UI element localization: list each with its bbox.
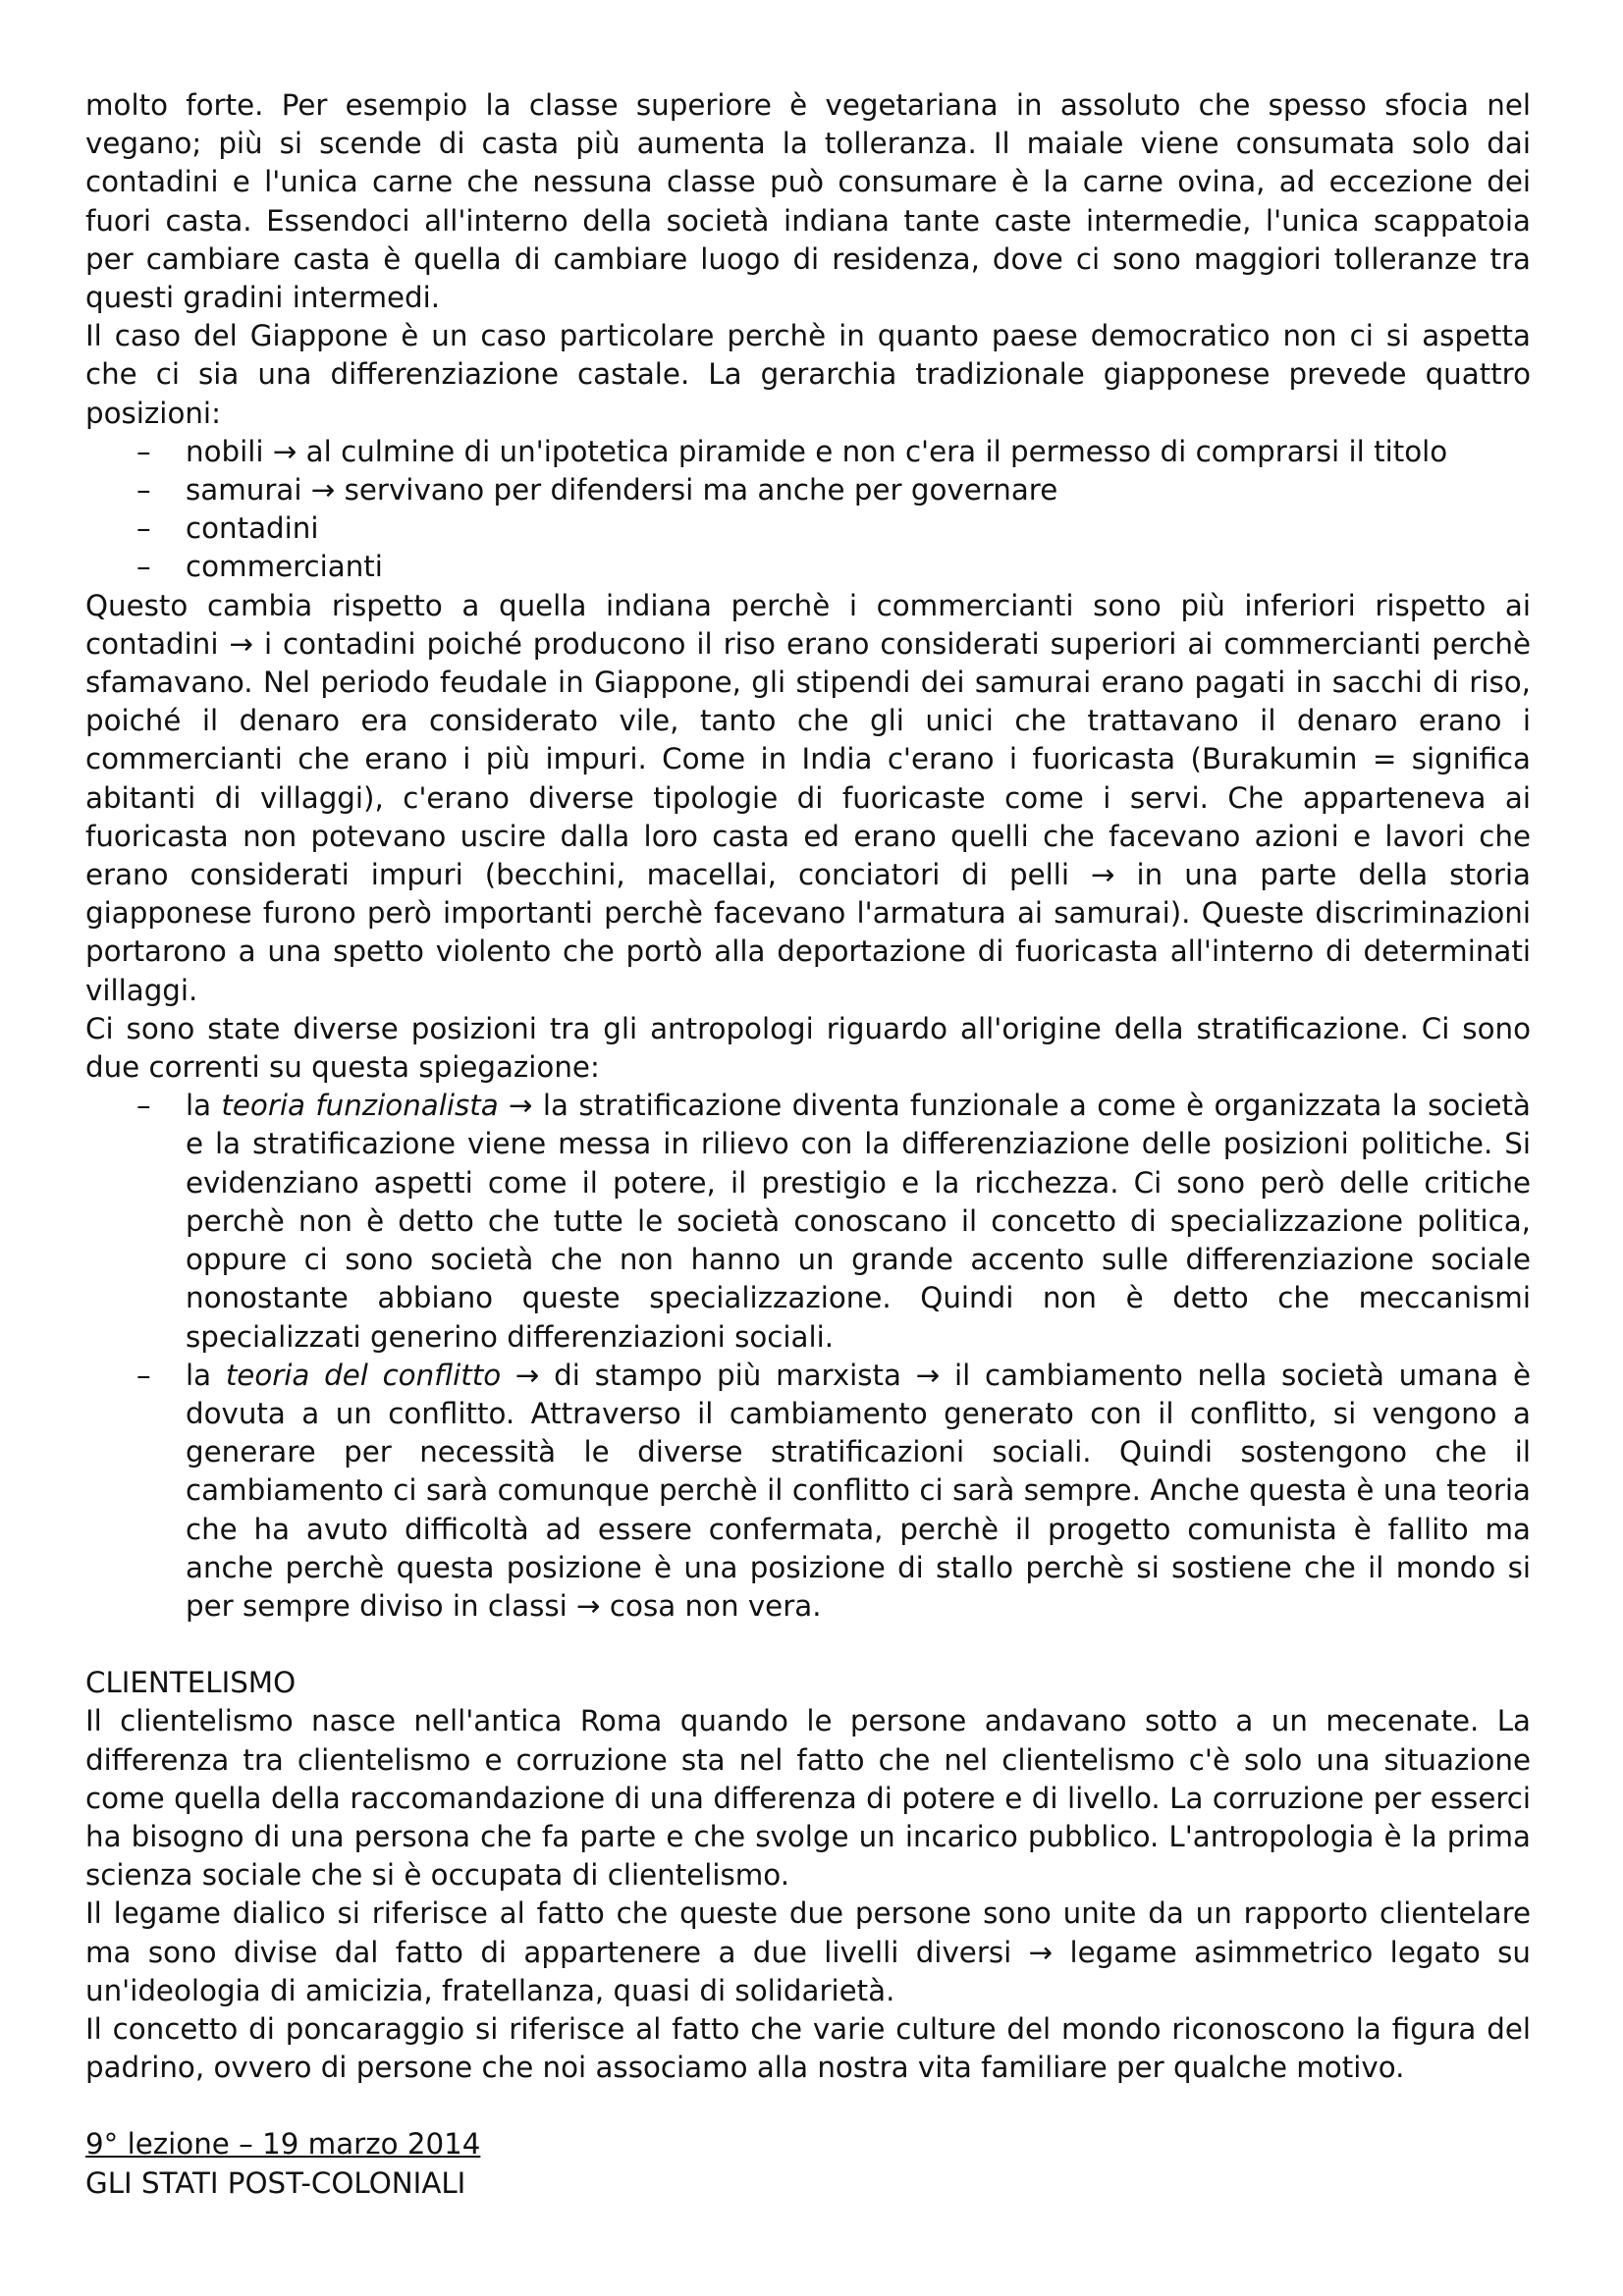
list-item: – nobili → al culmine di un'ipotetica piramide e non c'era il permesso di comprarsi il titolo <box>85 433 1531 471</box>
paragraph-theories-intro: Ci sono state diverse posizioni tra gli antropologi riguardo all'origine della stratificazione. Ci sono due correnti su questa spiegazione: <box>85 1011 1531 1085</box>
theory-functionalist: – la teoria funzionalista → la stratificazione diventa funzionale a come è organizzata la società e la stratificazione viene messa in rilievo con la differenziazione delle posizioni politiche. Si evidenziano aspetti come il potere, il prestigio e la ricchezza. Ci sono però delle critiche perchè non è detto che tutte le società conoscano il concetto di specializzazione politica, oppure ci sono società che non hanno un grande accento sulle differenziazione sociale nonostante abbiano queste specializzazione. Quindi non è detto che meccanismi specializzati generino differenziazioni sociali. <box>136 1089 1531 1354</box>
paragraph-legame-dialico: Il legame dialico si riferisce al fatto che queste due persone sono unite da un rapporto clientelare ma sono divise dal fatto di appartenere a due livelli diversi → legame asimmetrico legato su un'ideologia di amicizia, fratellanza, quasi di solidarietà. <box>85 1896 1531 2007</box>
theory-conflict: – la teoria del conflitto → di stampo più marxista → il cambiamento nella società umana è dovuta a un conflitto. Attraverso il cambiamento generato con il conflitto, si vengono a generare per necessità le diverse stratificazioni sociali. Quindi sostengono che il cambiamento ci sarà comunque perchè il conflitto ci sarà sempre. Anche questa è una teoria che ha avuto difficoltà ad essere confermata, perchè il progetto comunista è fallito ma anche perchè questa posizione è una posizione di stallo perchè si sostiene che il mondo si per sempre diviso in classi → cosa non vera. <box>136 1358 1531 1623</box>
heading-clientelismo: CLIENTELISMO <box>85 1666 297 1700</box>
spacer <box>85 2087 1531 2125</box>
list-dash: – <box>136 511 151 546</box>
section-heading-post-colonial: GLI STATI POST-COLONIALI <box>85 2165 466 2200</box>
list-dash: – <box>136 1358 151 1392</box>
list-item: – commercianti <box>85 548 1531 586</box>
list-dash: – <box>136 434 151 468</box>
theory-name: teoria del conflitto <box>225 1358 502 1392</box>
japan-positions-list <box>85 433 1531 587</box>
paragraph-poncaraggio: Il concetto di poncaraggio si riferisce al fatto che varie culture del mondo riconoscono la figura del padrino, ovvero di persone che noi associamo alla nostra vita familiare per qualche motivo. <box>85 2011 1531 2085</box>
paragraph-japan-intro: Il caso del Giappone è un caso particolare perchè in quanto paese democratico non ci si aspetta che ci sia una differenziazione castale. La gerarchia tradizionale giapponese prevede quattro posizioni: <box>85 319 1531 430</box>
list-item: – contadini <box>85 509 1531 548</box>
lesson-heading: 9° lezione – 19 marzo 2014 <box>85 2127 481 2162</box>
list-dash: – <box>136 473 151 507</box>
paragraph-clientelismo-origin: Il clientelismo nasce nell'antica Roma quando le persone andavano sotto a un mecenate. La differenza tra clientelismo e corruzione sta nel fatto che nel clientelismo c'è solo una situazione come quella della raccomandazione di una differenza di potere e di livello. La corruzione per esserci ha bisogno di una persona che fa parte e che svolge un incarico pubblico. L'antropologia è la prima scienza sociale che si è occupata di clientelismo. <box>85 1704 1531 1893</box>
spacer <box>85 1626 1531 1664</box>
theories-list <box>85 1087 1531 1626</box>
paragraph-japan-compare: Questo cambia rispetto a quella indiana perchè i commercianti sono più inferiori rispetto ai contadini → i contadini poiché producono il riso erano considerati superiori ai commercianti perchè sfamavano. Nel periodo feudale in Giappone, gli stipendi dei samurai erano pagati in sacchi di riso, poiché il denaro era considerato vile, tanto che gli unici che trattavano il denaro erano i commercianti che erano i più impuri. Come in India c'erano i fuoricasta (Burakumin = significa abitanti di villaggi), c'erano diverse tipologie di fuoricaste come i servi. Che apparteneva ai fuoricasta non potevano uscire dalla loro casta ed erano quelli che facevano azioni e lavori che erano considerati impuri (becchini, macellai, conciatori di pelli → in una parte della storia giapponese furono però importanti perchè facevano l'armatura ai samurai). Queste discriminazioni portarono a una spetto violento che portò alla deportazione di fuoricasta all'interno di determinati villaggi. <box>85 588 1531 1007</box>
list-item: – samurai → servivano per difendersi ma anche per governare <box>85 471 1531 509</box>
list-dash: – <box>136 550 151 584</box>
theory-name: teoria funzionalista <box>221 1089 499 1123</box>
list-dash: – <box>136 1089 151 1123</box>
document-page <box>85 86 1531 2203</box>
paragraph-caste-diet: molto forte. Per esempio la classe superiore è vegetariana in assoluto che spesso sfocia nel vegano; più si scende di casta più aumenta la tolleranza. Il maiale viene consumata solo dai contadini e l'unica carne che nessuna classe può consumare è la carne ovina, ad eccezione dei fuori casta. Essendoci all'interno della società indiana tante caste intermedie, l'unica scappatoia per cambiare casta è quella di cambiare luogo di residenza, dove ci sono maggiori tolleranze tra questi gradini intermedi. <box>85 88 1531 315</box>
